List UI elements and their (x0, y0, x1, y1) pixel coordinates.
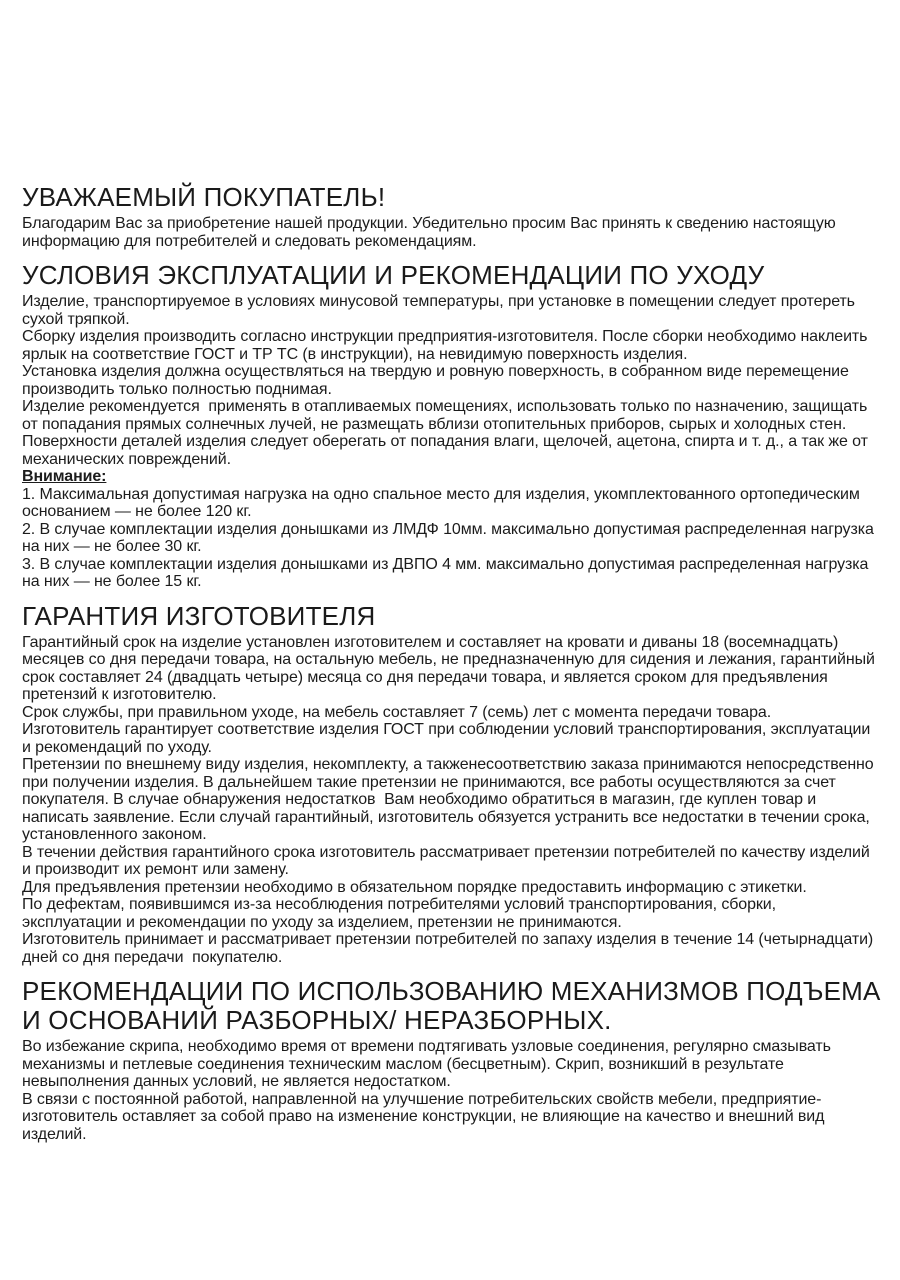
paragraph: Благодарим Вас за приобретение нашей продукции. Убедительно просим Вас принять к сведению настоящую информацию для потребителей и следовать рекомендациям. (22, 215, 840, 250)
paragraph: Срок службы, при правильном уходе, на мебель составляет 7 (семь) лет с момента передачи товара. (22, 703, 772, 721)
section-heading-line: УСЛОВИЯ ЭКСПЛУАТАЦИИ И РЕКОМЕНДАЦИИ ПО УХОДУ (22, 260, 765, 290)
section-heading-line: ГАРАНТИЯ ИЗГОТОВИТЕЛЯ (22, 600, 376, 631)
paragraph: По дефектам, появившимся из-за несоблюдения потребителями условий транспортирования, сборки, эксплуатации и рекомендации по уходу за изделием, претензии не принимаются. (22, 896, 781, 931)
paragraph: Сборку изделия производить согласно инструкции предприятия-изготовителя. После сборки необходимо наклеить ярлык на соответствие ГОСТ и ТР ТС (в инструкции), на невидимую поверхность изделия. (22, 328, 872, 363)
section-heading (22, 602, 876, 631)
paragraph: Гарантийный срок на изделие установлен изготовителем и составляет на кровати и диваны 18 (восемнадцать) месяцев со дня передачи товара, на остальную мебель, не предназначенную для сидения и лежания, гарантийный срок составляет 24 (двадцать четыре) месяца со дня передачи товара, и является сроком для предъявления претензий к изготовителю. (22, 633, 880, 703)
paragraph: Для предъявления претензии необходимо в обязательном порядке предоставить информацию с этикетки. (22, 878, 807, 896)
section-mechanism-recommendations (22, 976, 881, 1143)
paragraph: Изготовитель принимает и рассматривает претензии потребителей по запаху изделия в течение 14 (четырнадцати) дней со дня передачи покупателю. (22, 931, 878, 966)
paragraph: В связи с постоянной работой, направленной на улучшение потребительских свойств мебели, предприятие-изготовитель оставляет за собой право на изменение конструкции, не влияющие на качество и внешний вид изделий. (22, 1090, 829, 1143)
paragraph: Претензии по внешнему виду изделия, некомплекту, а такженесоответствию заказа принимаются непосредственно при получении изделия. В дальнейшем такие претензии не принимаются, все работы осуществляются за счет покупателя. В случае обнаружения недостатков Вам необходимо обратиться в магазин, где куплен товар и написать заявление. Если случай гарантийный, изготовитель обязуется устранить все недостатки в течении срока, установленного законом. (22, 756, 878, 843)
paragraph: В течении действия гарантийного срока изготовитель рассматривает претензии потребителей по качеству изделий и производит их ремонт или замену. (22, 843, 875, 878)
paragraph: Изделие рекомендуется применять в отапливаемых помещениях, использовать только по назначению, защищать от попадания прямых солнечных лучей, не размещать вблизи отопительных приборов, сырых и холодных стен. (22, 398, 872, 433)
section-heading (22, 976, 881, 1035)
section-manufacturer-warranty (22, 600, 880, 967)
section-heading-line: УВАЖАЕМЫЙ ПОКУПАТЕЛЬ! (22, 182, 386, 212)
paragraph: Установка изделия должна осуществляться на твердую и ровную поверхность, в собранном виде перемещение производить только полностью поднимая. (22, 363, 854, 398)
section-dear-customer (22, 183, 876, 250)
paragraph: 3. В случае комплектации изделия донышками из ДВПО 4 мм. максимально допустимая распределенная нагрузка на них — не более 15 кг. (22, 555, 873, 590)
paragraph: Во избежание скрипа, необходимо время от времени подтягивать узловые соединения, регулярно смазывать механизмы и петлевые соединения техническим маслом (бесцветным). Скрип, возникший в результате невыполнения данных условий, не является недостатком. (22, 1038, 836, 1090)
section-heading-line: РЕКОМЕНДАЦИИ ПО ИСПОЛЬЗОВАНИЮ МЕХАНИЗМОВ ПОДЪЕМА (22, 976, 881, 1006)
section-heading-line: И ОСНОВАНИЙ РАЗБОРНЫХ/ НЕРАЗБОРНЫХ. (22, 1005, 612, 1035)
section-heading (22, 183, 876, 212)
paragraph: Изготовитель гарантирует соответствие изделия ГОСТ при соблюдении условий транспортирования, эксплуатации и рекомендаций по уходу. (22, 721, 875, 756)
paragraph: Поверхности деталей изделия следует оберегать от попадания влаги, щелочей, ацетона, спирта и т. д., а так же от механических повреждений. (22, 433, 873, 468)
paragraph: Изделие, транспортируемое в условиях минусовой температуры, при установке в помещении следует протереть сухой тряпкой. (22, 293, 860, 328)
paragraph: 1. Максимальная допустимая нагрузка на одно спальное место для изделия, укомплектованного ортопедическим основанием — не более 120 кг. (22, 485, 865, 520)
section-usage-conditions (22, 260, 879, 591)
section-heading (22, 261, 876, 290)
paragraph: 2. В случае комплектации изделия донышками из ЛМДФ 10мм. максимально допустимая распределенная нагрузка на них — не более 30 кг. (22, 520, 879, 555)
attention-label: Внимание: (22, 468, 107, 485)
